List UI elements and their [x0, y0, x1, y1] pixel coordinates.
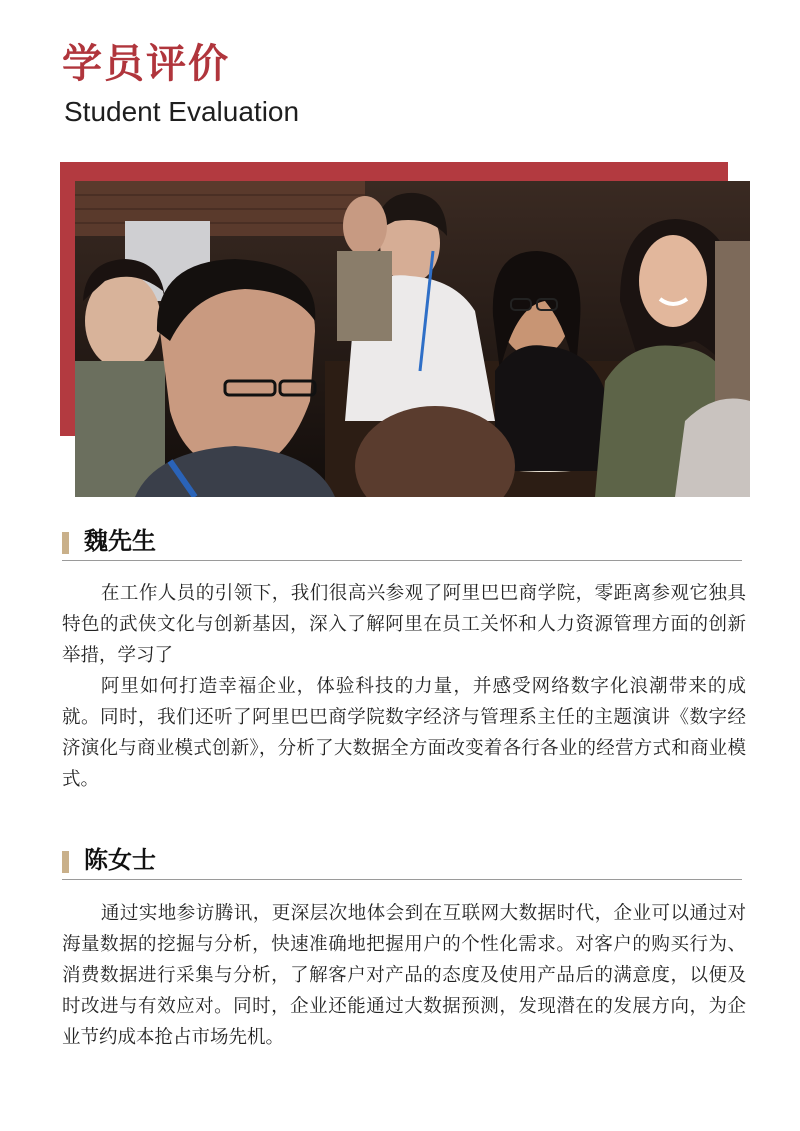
- testimonial-name-2: 陈女士: [84, 846, 156, 874]
- testimonial-name-1: 魏先生: [84, 527, 156, 555]
- page-subtitle: Student Evaluation: [64, 96, 300, 127]
- section-accent-bar: [62, 532, 69, 554]
- testimonial-heading-1: [62, 524, 742, 561]
- group-dinner-photo: [75, 181, 750, 497]
- page-title: 学员评价: [62, 41, 230, 87]
- photo-illustration: [75, 181, 750, 497]
- testimonial-1-paragraph-2: 阿里如何打造幸福企业，体验科技的力量，并感受网络数字化浪潮带来的成就。同时，我们还听了阿里巴巴商学院数字经济与管理系主任的主题演讲《数字经济演化与商业模式创新》，分析了大数据全方面改变着各行各业的经营方式和商业模式。: [62, 676, 746, 790]
- testimonial-2-paragraph-1: 通过实地参访腾讯，更深层次地体会到在互联网大数据时代，企业可以通过对海量数据的挖掘与分析，快速准确地把握用户的个性化需求。对客户的购买行为、消费数据进行采集与分析，了解客户对产品的态度及使用产品后的满意度，以便及时改进与有效应对。同时，企业还能通过大数据预测，发现潜在的发展方向，为企业节约成本抢占市场先机。: [62, 903, 746, 1048]
- testimonial-1-paragraph-1: 在工作人员的引领下，我们很高兴参观了阿里巴巴商学院，零距离参观它独具特色的武侠文化与创新基因，深入了解阿里在员工关怀和人力资源管理方面的创新举措，学习了: [62, 583, 746, 666]
- testimonial-heading-2: [62, 843, 742, 880]
- section-accent-bar: [62, 851, 69, 873]
